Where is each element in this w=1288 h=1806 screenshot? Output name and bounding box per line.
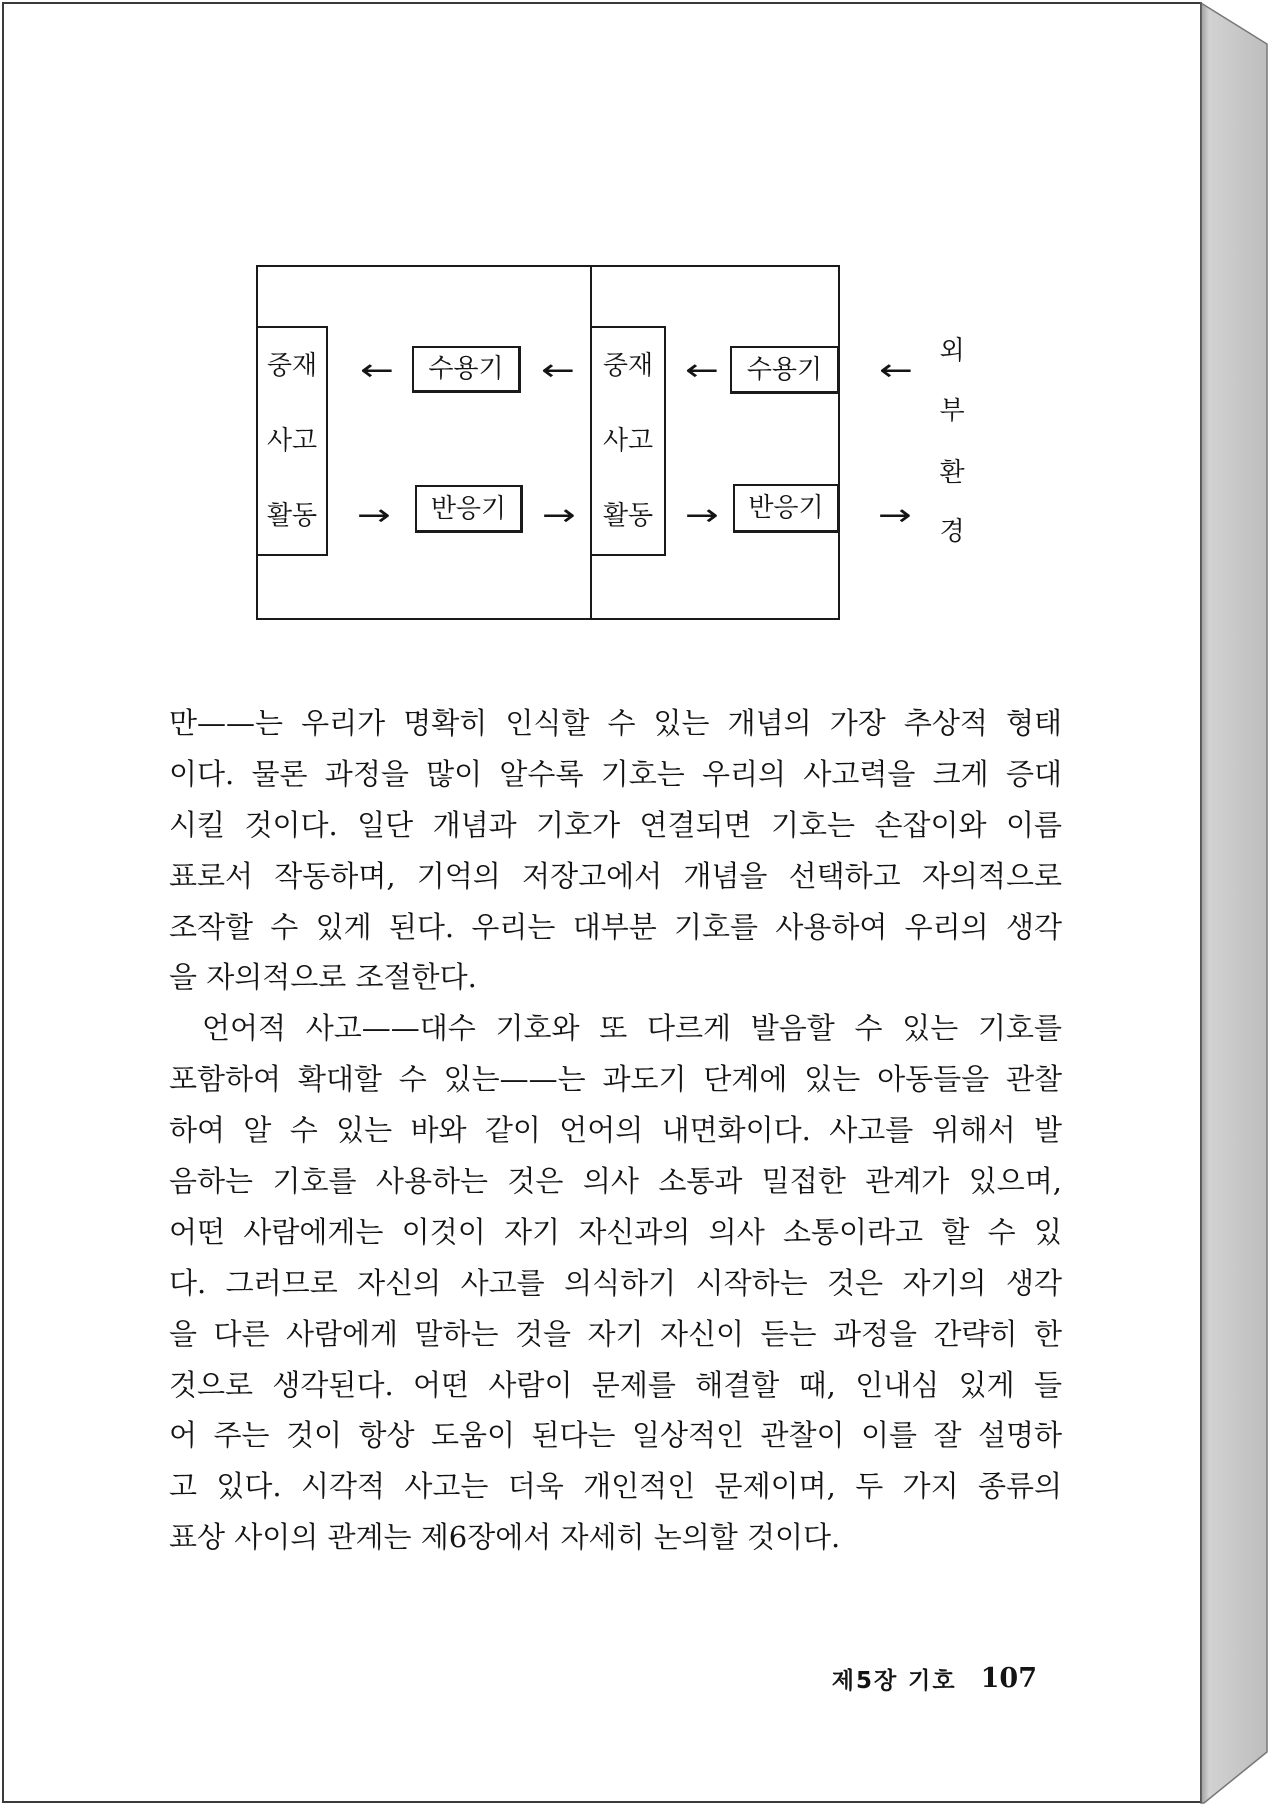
running-head: 제5장 기호	[831, 1667, 957, 1694]
left-arrow-icon: ←	[879, 353, 913, 388]
text-line: 어떤 사람에게는 이것이 자기 자신과의 의사 소통이라고 할 수 있	[169, 1214, 1062, 1249]
text-line: 하여 알 수 있는 바와 같이 언어의 내면화이다. 사고를 위해서 발	[169, 1113, 1062, 1148]
text-line: 을 자의적으로 조절한다.	[169, 960, 477, 995]
mediator-line: 활동	[266, 501, 318, 532]
mediator-line: 활동	[602, 501, 654, 532]
text-line: 이다. 물론 과정을 많이 알수록 기호는 우리의 사고력을 크게 증대	[169, 756, 1062, 791]
text-line: 을 다른 사람에게 말하는 것을 자기 자신이 듣는 과정을 간략히 한	[169, 1316, 1062, 1351]
environment-label-char: 부	[939, 396, 965, 426]
receptor-effector-diagram	[256, 265, 990, 620]
text-line: 것으로 생각된다. 어떤 사람이 문제를 해결할 때, 인내심 있게 들	[169, 1367, 1062, 1402]
right-effector-box: 반응기	[733, 484, 840, 533]
text-line: 음하는 기호를 사용하는 것은 의사 소통과 밀접한 관계가 있으며,	[169, 1164, 1062, 1199]
text-line: 고 있다. 시각적 사고는 더욱 개인적인 문제이며, 두 가지 종류의	[169, 1469, 1062, 1504]
text-line: 표로서 작동하며, 기억의 저장고에서 개념을 선택하고 자의적으로	[169, 858, 1062, 893]
right-arrow-icon: →	[542, 498, 576, 533]
mediator-line: 사고	[266, 425, 318, 456]
body-text	[169, 703, 1062, 1568]
left-arrow-icon: ←	[541, 353, 575, 388]
mediator-line: 중재	[602, 350, 654, 381]
left-arrow-icon: ←	[685, 353, 719, 388]
right-mediator-box	[590, 326, 666, 556]
text-line: 조작할 수 있게 된다. 우리는 대부분 기호를 사용하여 우리의 생각	[169, 909, 1062, 944]
left-receptor-box: 수용기	[412, 346, 521, 393]
left-effector-box: 반응기	[415, 485, 523, 533]
text-line: 만——는 우리가 명확히 인식할 수 있는 개념의 가장 추상적 형태	[169, 706, 1062, 740]
right-receptor-box: 수용기	[730, 346, 840, 394]
right-arrow-icon: →	[357, 498, 391, 533]
text-line: 다. 그러므로 자신의 사고를 의식하기 시작하는 것은 자기의 생각	[169, 1265, 1062, 1300]
left-arrow-icon: ←	[360, 353, 394, 388]
mediator-line: 중재	[266, 350, 318, 381]
mediator-line: 사고	[602, 425, 654, 456]
text-line: 시킬 것이다. 일단 개념과 기호가 연결되면 기호는 손잡이와 이름	[169, 807, 1062, 842]
environment-label-char: 경	[939, 517, 965, 547]
text-line: 어 주는 것이 항상 도움이 된다는 일상적인 관찰이 이를 잘 설명하	[169, 1418, 1062, 1453]
book-edge	[1201, 3, 1267, 1803]
left-mediator-box	[256, 326, 328, 556]
text-line: 표상 사이의 관계는 제6장에서 자세히 논의할 것이다.	[169, 1520, 841, 1555]
page-footer	[832, 1660, 1037, 1696]
text-line: 언어적 사고——대수 기호와 또 다르게 발음할 수 있는 기호를	[202, 1011, 1062, 1046]
right-arrow-icon: →	[685, 498, 719, 533]
page-number: 107	[980, 1662, 1037, 1694]
text-line: 포함하여 확대할 수 있는——는 과도기 단계에 있는 아동들을 관찰	[169, 1062, 1062, 1097]
environment-label-char: 환	[939, 458, 965, 488]
diagram-outer-frame	[256, 265, 840, 620]
right-arrow-icon: →	[878, 498, 912, 533]
environment-label-char: 외	[939, 336, 965, 366]
